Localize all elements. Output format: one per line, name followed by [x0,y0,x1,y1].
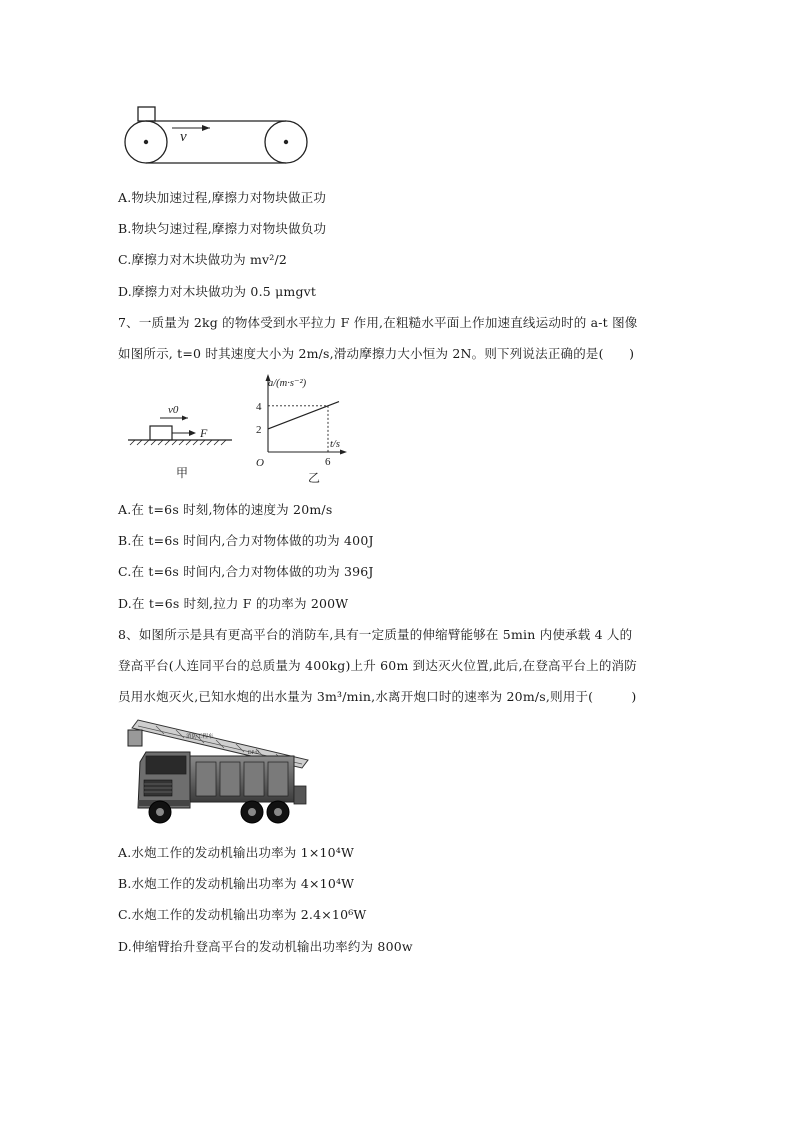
force-label: F [200,426,208,440]
q6-option-a: A.物块加速过程,摩擦力对物块做正功 [118,190,327,205]
q8-stem-line-2: 登高平台(人连同平台的总质量为 400kg)上升 60m 到达灭火位置,此后,在登高平台上的消防 [118,658,637,673]
y-tick-label: 2 [256,423,262,436]
y-axis-label: a/(m·s⁻²) [268,378,307,389]
q8-option-a: A.水炮工作的发动机输出功率为 1×10⁴W [118,845,355,860]
caption-yi: 乙 [308,471,321,485]
q7-figure-left [120,370,240,485]
boom-text: 消防工程车 [186,734,214,740]
q8-option-c: C.水炮工作的发动机输出功率为 2.4×10⁶W [118,907,367,922]
windshield [146,756,186,774]
q7-option-c: C.在 t=6s 时间内,合力对物体做的功为 396J [118,564,374,579]
q8-stem-line-1: 8、如图所示是具有更高平台的消防车,具有一定质量的伸缩臂能够在 5min 内使承载 4 人的 [118,627,633,642]
x-axis-label: t/s [330,439,340,450]
q8-stem-line-3: 员用水炮灭火,已知水炮的出水量为 3m³/min,水离开炮口时的速率为 20m/s,则用于( ) [118,689,637,704]
v0-label: v0 [168,404,179,416]
q7-option-b: B.在 t=6s 时间内,合力对物体做的功为 400J [118,533,374,548]
origin-label: O [256,457,264,469]
q7-stem-line-1: 7、一质量为 2kg 的物体受到水平拉力 F 作用,在粗糙水平面上作加速直线运动时的 a-t 图像 [118,315,638,330]
q7-at-graph [246,368,350,488]
block [150,426,172,440]
velocity-label: v [180,129,187,145]
block [138,107,155,121]
conveyor-belt-figure [122,104,312,168]
q7-stem-line-2: 如图所示, t=0 时其速度大小为 2m/s,滑动摩擦力大小恒为 2N。则下列说法正确的是( ) [118,346,635,361]
fire-truck-image [126,716,312,830]
q6-option-d: D.摩擦力对木块做功为 0.5 μmgvt [118,284,317,299]
q8-option-d: D.伸缩臂抬升登高平台的发动机输出功率约为 800w [118,939,413,954]
q8-option-b: B.水炮工作的发动机输出功率为 4×10⁴W [118,876,355,891]
x-tick-label: 6 [325,456,331,468]
q7-option-a: A.在 t=6s 时刻,物体的速度为 20m/s [118,502,333,517]
platform-basket [128,730,142,746]
q6-option-b: B.物块匀速过程,摩擦力对物块做负功 [118,221,327,236]
model-text: DP42 [248,751,260,756]
caption-jia: 甲 [176,466,189,480]
y-tick-label: 4 [256,400,262,413]
q7-option-d: D.在 t=6s 时刻,拉力 F 的功率为 200W [118,596,349,611]
q6-option-c: C.摩擦力对木块做功为 mv²/2 [118,252,288,267]
